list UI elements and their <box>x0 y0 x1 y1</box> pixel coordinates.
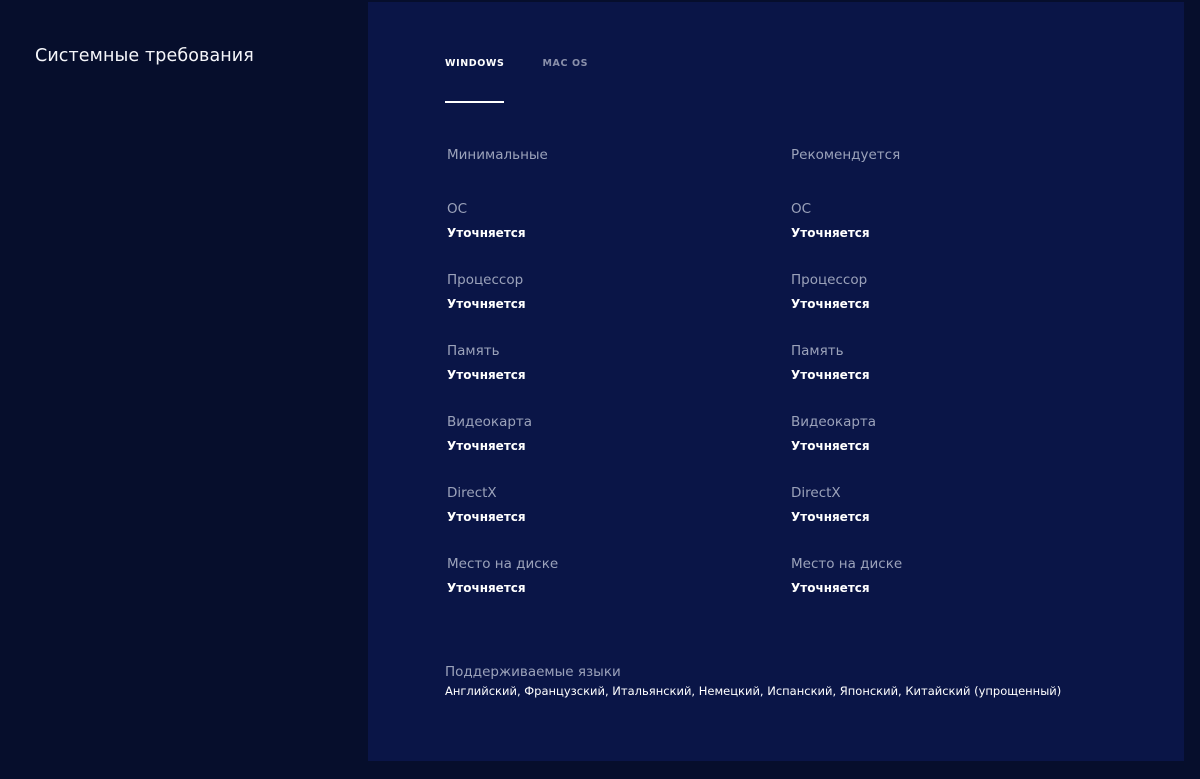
spec-value: Уточняется <box>791 226 870 240</box>
spec-label: DirectX <box>791 485 841 501</box>
spec-value: Уточняется <box>447 368 526 382</box>
languages-label: Поддерживаемые языки <box>445 664 621 680</box>
spec-value: Уточняется <box>447 297 526 311</box>
spec-label: ОС <box>447 201 468 217</box>
spec-label: ОС <box>791 201 812 217</box>
os-tabs <box>445 58 626 102</box>
spec-value: Уточняется <box>791 510 870 524</box>
spec-value: Уточняется <box>791 439 870 453</box>
spec-processor <box>447 271 747 342</box>
spec-memory <box>791 342 1091 413</box>
spec-os <box>447 200 747 271</box>
spec-os <box>791 200 1091 271</box>
spec-processor <box>791 271 1091 342</box>
minimum-heading: Минимальные <box>447 147 548 163</box>
spec-label: Процессор <box>791 272 868 288</box>
spec-directx <box>447 484 747 555</box>
spec-value: Уточняется <box>791 297 870 311</box>
spec-value: Уточняется <box>447 226 526 240</box>
spec-label: Память <box>447 343 500 359</box>
spec-label: Память <box>791 343 844 359</box>
tab-mac-os[interactable]: MAC OS <box>542 58 588 102</box>
spec-label: Процессор <box>447 272 524 288</box>
spec-value: Уточняется <box>791 581 870 595</box>
spec-graphics <box>447 413 747 484</box>
spec-label: Место на диске <box>791 556 903 572</box>
spec-value: Уточняется <box>447 510 526 524</box>
minimum-requirements-column <box>447 145 747 626</box>
recommended-heading: Рекомендуется <box>791 147 901 163</box>
section-title: Системные требования <box>35 46 254 66</box>
spec-label: Место на диске <box>447 556 559 572</box>
spec-graphics <box>791 413 1091 484</box>
spec-value: Уточняется <box>791 368 870 382</box>
languages-list: Английский, Французский, Итальянский, Немецкий, Испанский, Японский, Китайский (упрощенный) <box>445 684 1062 698</box>
spec-value: Уточняется <box>447 439 526 453</box>
spec-memory <box>447 342 747 413</box>
spec-disk-space <box>447 555 747 626</box>
spec-label: Видеокарта <box>447 414 533 430</box>
spec-directx <box>791 484 1091 555</box>
supported-languages <box>445 662 1061 700</box>
recommended-requirements-column <box>791 145 1091 626</box>
spec-label: DirectX <box>447 485 497 501</box>
spec-label: Видеокарта <box>791 414 877 430</box>
spec-disk-space <box>791 555 1091 626</box>
tab-windows[interactable]: WINDOWS <box>445 58 504 102</box>
spec-value: Уточняется <box>447 581 526 595</box>
requirements-panel <box>368 2 1184 761</box>
